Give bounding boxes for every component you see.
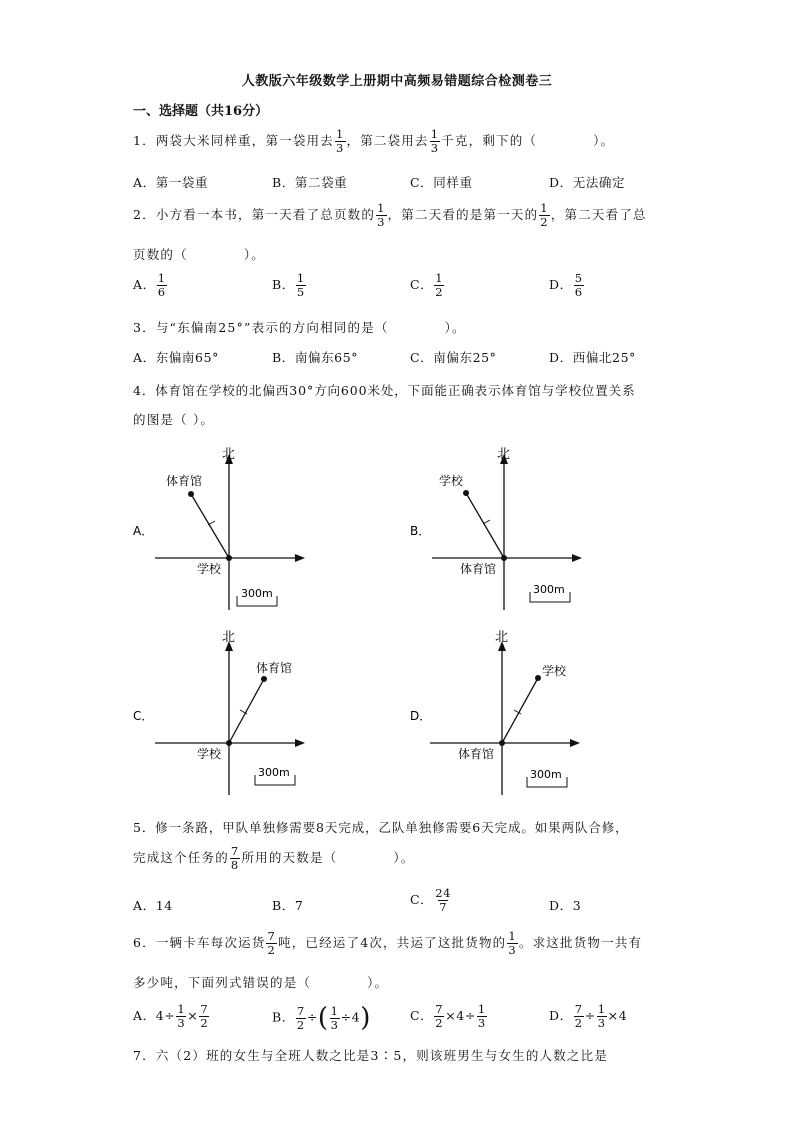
direction-line	[191, 494, 229, 558]
q2-option-a[interactable]: A． $\frac{1}{6}$	[133, 271, 166, 299]
q2-option-d[interactable]: D． $\frac{5}{6}$	[549, 271, 583, 299]
point-marker	[261, 676, 267, 682]
page-title: 人教版六年级数学上册期中高频易错题综合检测卷三	[241, 74, 553, 89]
fraction: $\frac{1}{3}$	[430, 127, 440, 155]
fraction: $\frac{1}{2}$	[540, 201, 549, 229]
question-5: 5．修一条路，甲队单独修需要8天完成，乙队单独修需要6天完成。如果两队合修，	[133, 820, 629, 835]
origin-label: 体育馆	[458, 747, 495, 761]
north-label: 北	[495, 630, 509, 645]
question-3: 3．与“东偏南25°”表示的方向相同的是（ ）。	[133, 320, 466, 335]
q5-option-c[interactable]: C． $\frac{24}{7}$	[410, 886, 452, 914]
direction-line	[502, 678, 538, 743]
section-heading: 一、选择题（共16分）	[133, 104, 269, 119]
diagram-letter: C．	[133, 709, 154, 723]
scale-label: 300m	[241, 587, 273, 600]
diagram-letter: A．	[133, 524, 154, 538]
q2-option-c[interactable]: C． $\frac{1}{2}$	[410, 271, 444, 299]
origin-marker	[501, 555, 507, 561]
north-label: 北	[497, 447, 511, 462]
q1-option-c[interactable]: C．同样重	[410, 175, 473, 190]
point-marker	[463, 490, 469, 496]
end-label: 学校	[542, 664, 567, 678]
scale-label: 300m	[533, 583, 565, 596]
origin-label: 体育馆	[460, 562, 497, 576]
left-paren: (	[317, 1003, 329, 1033]
question-6: 6．一辆卡车每次运货 $\frac{7}{2}$ 吨，已经运了4次，共运了这批货物的 $\frac{1}{3}$ 。求这批货物一共有	[133, 929, 643, 957]
end-label: 体育馆	[256, 661, 293, 675]
question-2-line2: 页数的（ ）。	[133, 247, 265, 262]
end-label: 学校	[439, 474, 464, 488]
diagram-letter: B．	[410, 524, 431, 538]
origin-label: 学校	[197, 747, 222, 761]
fraction: $\frac{1}{3}$	[335, 127, 345, 155]
point-marker	[188, 491, 194, 497]
diagram-letter: D．	[410, 709, 432, 723]
question-2: 2．小方看一本书，第一天看了总页数的 $\frac{1}{3}$ ，第二天看的是第一天的 $\frac{1}{2}$ ，第二天看了总	[133, 201, 647, 229]
diagram-d[interactable]	[402, 625, 602, 800]
fraction: $\frac{1}{3}$	[508, 929, 517, 957]
q1-option-a[interactable]: A．第一袋重	[133, 175, 209, 190]
q3-option-c[interactable]: C．南偏东25°	[410, 350, 497, 365]
fraction: $\frac{7}{8}$	[230, 844, 240, 872]
q3-option-d[interactable]: D．西偏北25°	[549, 350, 636, 365]
q5-option-a[interactable]: A．14	[133, 898, 173, 913]
direction-line	[466, 493, 504, 558]
origin-marker	[499, 740, 505, 746]
diagram-c[interactable]	[125, 625, 325, 800]
q6-option-b[interactable]: B． $\frac{7}{2}$ ÷( $\frac{1}{3}$ ÷4)	[272, 1003, 371, 1033]
q3-option-a[interactable]: A．东偏南65°	[133, 350, 219, 365]
question-4: 4．体育馆在学校的北偏西30°方向600米处，下面能正确表示体育馆与学校位置关系	[133, 383, 636, 398]
q6-option-d[interactable]: D． $\frac{7}{2}$ ÷ $\frac{1}{3}$ ×4	[549, 1002, 628, 1030]
question-6-line2: 多少吨，下面列式错误的是（ ）。	[133, 975, 389, 990]
north-label: 北	[222, 630, 236, 645]
q2-option-b[interactable]: B． $\frac{1}{5}$	[272, 271, 305, 299]
question-7: 7．六（2）班的女生与全班人数之比是3∶5，则该班男生与女生的人数之比是	[133, 1048, 609, 1063]
q5-option-d[interactable]: D．3	[549, 898, 582, 913]
origin-marker	[226, 555, 232, 561]
q6-option-c[interactable]: C． $\frac{7}{2}$ ×4÷ $\frac{1}{3}$	[410, 1002, 486, 1030]
fraction: $\frac{7}{2}$	[267, 929, 276, 957]
question-1: 1．两袋大米同样重，第一袋用去 $\frac{1}{3}$ ，第二袋用去 $\frac{1}{3}$ 千克，剩下的（ ）。	[133, 127, 615, 155]
scale-label: 300m	[530, 768, 562, 781]
q5-option-b[interactable]: B．7	[272, 898, 304, 913]
origin-marker	[226, 740, 232, 746]
q1-option-d[interactable]: D．无法确定	[549, 175, 626, 190]
right-paren: )	[360, 1003, 371, 1033]
question-4-line2: 的图是（ ）。	[133, 412, 215, 427]
q1-option-b[interactable]: B．第二袋重	[272, 175, 348, 190]
diagram-a[interactable]	[125, 440, 325, 615]
question-5-line2: 完成这个任务的 $\frac{7}{8}$ 所用的天数是（ ）。	[133, 844, 415, 872]
fraction: $\frac{1}{3}$	[377, 201, 386, 229]
origin-label: 学校	[197, 562, 222, 576]
point-marker	[535, 675, 541, 681]
scale-label: 300m	[258, 766, 290, 779]
q3-option-b[interactable]: B．南偏东65°	[272, 350, 359, 365]
diagram-b[interactable]	[402, 440, 602, 615]
direction-line	[229, 679, 264, 743]
end-label: 体育馆	[166, 474, 203, 488]
q6-option-a[interactable]: A．4÷ $\frac{1}{3}$ × $\frac{7}{2}$	[133, 1002, 209, 1030]
north-label: 北	[222, 447, 236, 462]
